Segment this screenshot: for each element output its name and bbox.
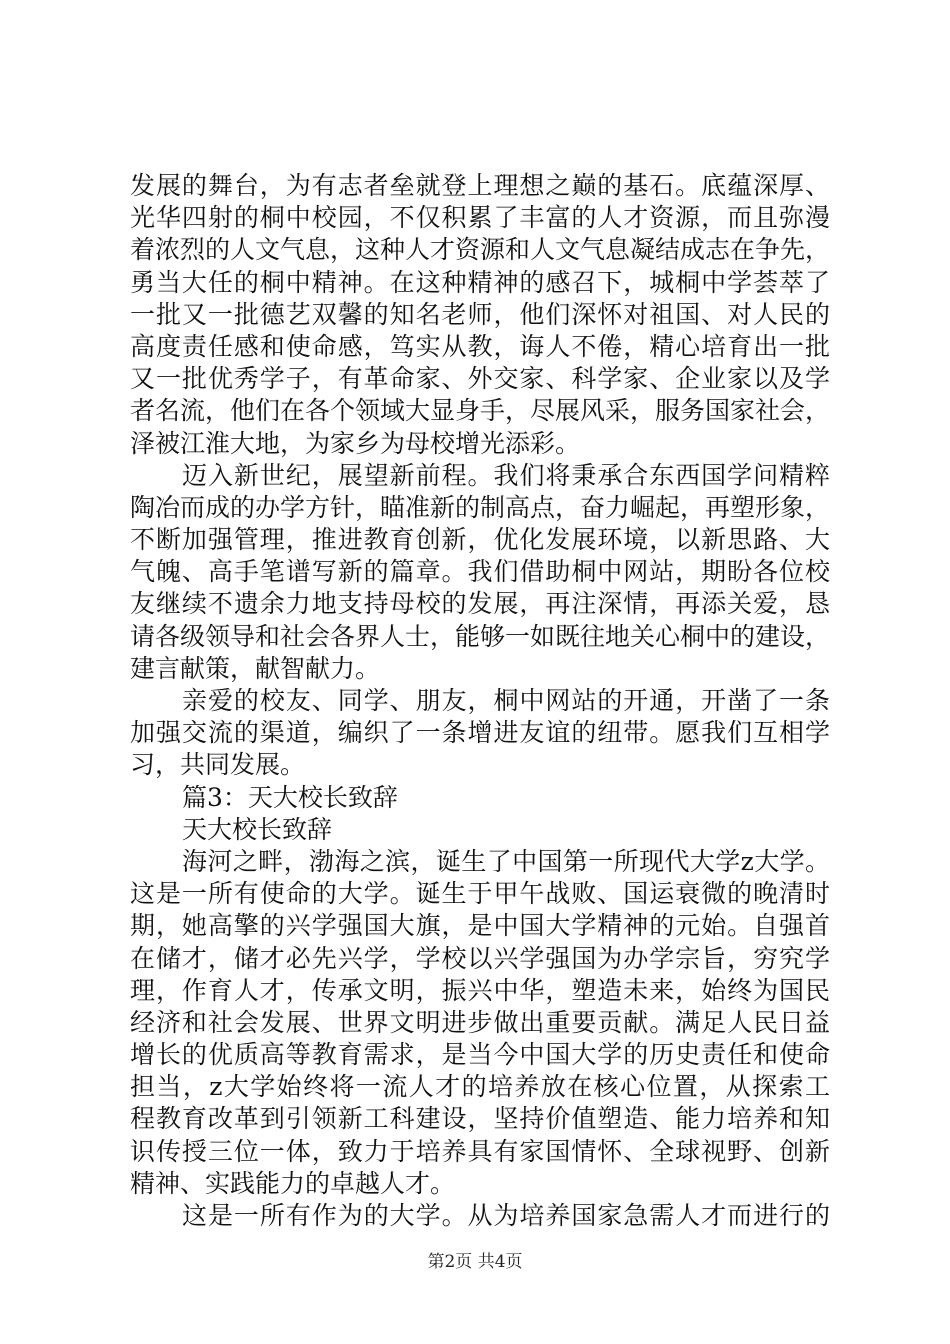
text-line: 担当，z大学始终将一流人才的培养放在核心位置，从探索工 xyxy=(130,1072,830,1102)
paragraph-start: 迈入新世纪，展望新前程。我们将秉承合东西国学问精粹 xyxy=(182,460,830,490)
text-line: 又一批优秀学子，有革命家、外交家、科学家、企业家以及学 xyxy=(130,364,830,394)
text-line: 习，共同发展。 xyxy=(130,750,306,780)
article-title: 天大校长致辞 xyxy=(182,814,333,844)
text-line: 建言献策，献智献力。 xyxy=(130,653,381,683)
page-number: 第2页 共4页 xyxy=(427,1252,523,1272)
text-line: 理，作育人才，传承文明，振兴中华，塑造未来，始终为国民 xyxy=(130,975,830,1005)
document-body xyxy=(130,170,830,1232)
text-line: 陶冶而成的办学方针，瞄准新的制高点，奋力崛起，再塑形象， xyxy=(130,492,831,522)
paragraph-start: 这是一所有作为的大学。从为培养国家急需人才而进行的 xyxy=(182,1201,830,1230)
text-line: 精神、实践能力的卓越人才。 xyxy=(130,1168,456,1198)
text-line: 期，她高擎的兴学强国大旗，是中国大学精神的元始。自强首 xyxy=(130,911,830,941)
section-heading: 篇3：天大校长致辞 xyxy=(182,782,398,812)
text-line: 识传授三位一体，致力于培养具有家国情怀、全球视野、创新 xyxy=(130,1136,830,1166)
text-line: 加强交流的渠道，编织了一条增进友谊的纽带。愿我们互相学 xyxy=(130,718,830,748)
page-footer xyxy=(0,1247,950,1272)
paragraph-start: 亲爱的校友、同学、朋友，桐中网站的开通，开凿了一条 xyxy=(182,686,830,715)
paragraph-start: 海河之畔，渤海之滨，诞生了中国第一所现代大学z大学。 xyxy=(182,846,830,876)
text-line: 者名流，他们在各个领域大显身手，尽展风采，服务国家社会， xyxy=(130,396,831,426)
text-line: 泽被江淮大地，为家乡为母校增光添彩。 xyxy=(130,428,581,458)
text-line: 勇当大任的桐中精神。在这种精神的感召下，城桐中学荟萃了 xyxy=(130,267,830,297)
text-line: 友继续不遗余力地支持母校的发展，再注深情，再添关爱，恳 xyxy=(130,589,830,619)
text-line: 光华四射的桐中校园，不仅积累了丰富的人才资源，而且弥漫 xyxy=(130,203,830,233)
text-line: 一批又一批德艺双馨的知名老师，他们深怀对祖国、对人民的 xyxy=(130,299,830,329)
text-line: 这是一所有使命的大学。诞生于甲午战败、国运衰微的晚清时 xyxy=(130,879,830,909)
text-line: 程教育改革到引领新工科建设，坚持价值塑造、能力培养和知 xyxy=(130,1104,830,1134)
text-line: 高度责任感和使命感，笃实从教，诲人不倦，精心培育出一批 xyxy=(130,331,830,361)
text-line: 经济和社会发展、世界文明进步做出重要贡献。满足人民日益 xyxy=(130,1007,830,1037)
text-line: 请各级领导和社会各界人士，能够一如既往地关心桐中的建设， xyxy=(130,621,831,651)
text-line: 增长的优质高等教育需求，是当今中国大学的历史责任和使命 xyxy=(130,1040,830,1070)
text-line: 气魄、高手笔谱写新的篇章。我们借助桐中网站，期盼各位校 xyxy=(130,557,830,587)
text-line: 发展的舞台，为有志者垒就登上理想之巅的基石。底蕴深厚、 xyxy=(130,171,830,200)
text-line: 着浓烈的人文气息，这种人才资源和人文气息凝结成志在争先， xyxy=(130,235,831,265)
text-line: 不断加强管理，推进教育创新，优化发展环境，以新思路、大 xyxy=(130,525,830,555)
text-line: 在储才，储才必先兴学，学校以兴学强国为办学宗旨，穷究学 xyxy=(130,943,830,973)
